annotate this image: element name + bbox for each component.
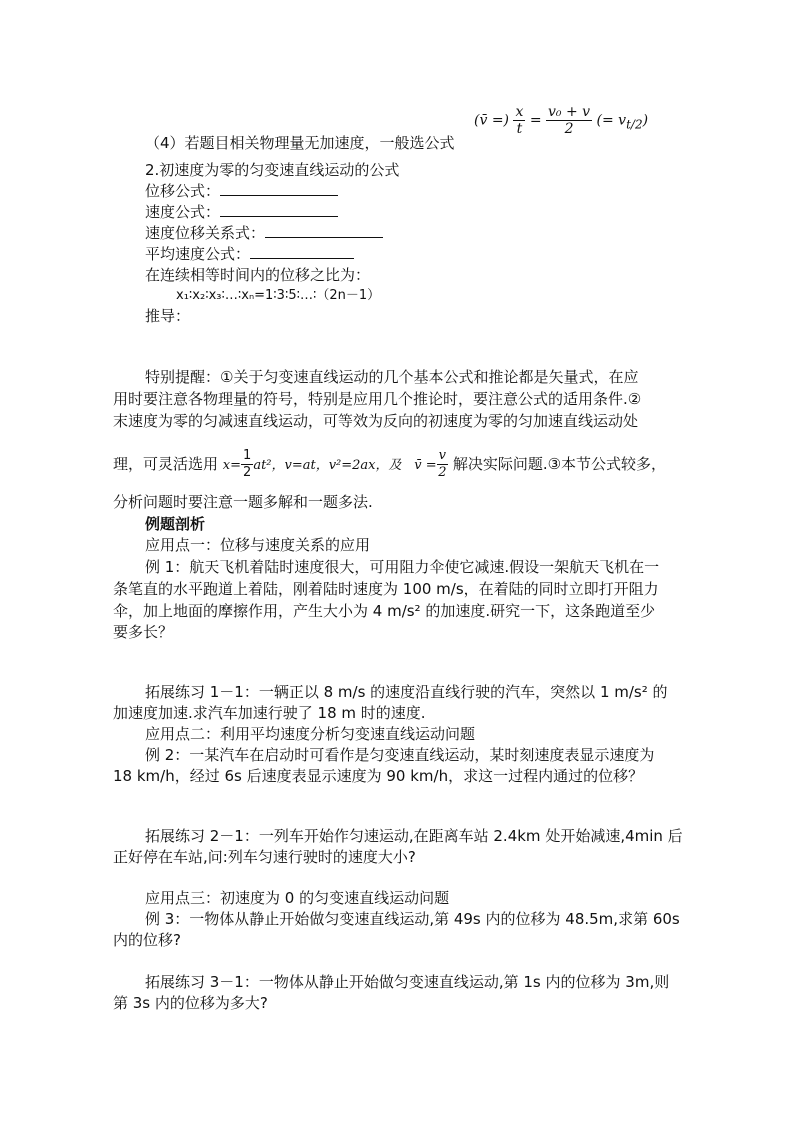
example-2-line-2: 18 km/h，经过 6s 后速度表显示速度为 90 km/h，求这一过程内通过的位移？ (113, 767, 644, 785)
example-1-line-3: 伞，加上地面的摩擦作用，产生大小为 4 m/s² 的加速度.研究一下，这条跑道至少 (113, 602, 656, 620)
fraction-v-over-2 (437, 448, 448, 481)
example-1-line-4: 要多长？ (113, 623, 174, 641)
fraction-half (241, 448, 253, 481)
avg-vel-label: 平均速度公式： (145, 245, 251, 263)
example-3-line-1: 例 3：一物体从静止开始做匀变速直线运动,第 49s 内的位移为 48.5m,求第 60s (145, 910, 680, 928)
formula-lhs: (v̄ =) (474, 112, 510, 129)
displacement-label: 位移公式： (145, 182, 221, 200)
app-point-3: 应用点三：初速度为 0 的匀变速直线运动问题 (145, 889, 450, 907)
reminder-line-4-a: 理，可灵活选用 (113, 455, 219, 473)
examples-heading: 例题剖析 (145, 515, 206, 533)
vel-disp-row (145, 223, 383, 243)
ratio-intro: 在连续相等时间内的位移之比为： (145, 266, 371, 284)
example-2-line-1: 例 2：一某汽车在启动时可看作是匀变速直线运动，某时刻速度表显示速度为 (145, 746, 655, 764)
reminder-line-4-b: 解决实际问题.③本节公式较多， (452, 455, 667, 473)
half-den: 2 (243, 465, 252, 480)
reminder-line-2: 用时要注意各物理量的符号，特别是应用几个推论时，要注意公式的适用条件.② (113, 390, 642, 408)
avg-vel-row (145, 244, 354, 264)
extension-2-line-2: 正好停在车站,问:列车匀速行驶时的速度大小? (113, 848, 416, 866)
reminder-line-3: 末速度为零的匀减速直线运动，可等效为反向的初速度为零的匀加速直线运动处 (113, 412, 639, 430)
reminder-line-4 (113, 440, 666, 488)
velocity-label: 速度公式： (145, 203, 221, 221)
example-1-line-2: 条笔直的水平跑道上着陆，刚着陆时速度为 100 m/s，在着陆的同时立即打开阻力 (113, 580, 659, 598)
item-4-text: （4）若题目相关物理量无加速度，一般选公式 (145, 134, 455, 152)
reminder-line-5: 分析问题时要注意一题多解和一题多法. (113, 493, 373, 511)
formula-vbar: v̄ = (414, 458, 437, 473)
frac-num-x: x (515, 104, 524, 120)
section2-title: 2.初速度为零的匀变速直线运动的公式 (145, 161, 400, 179)
frac-den-t: t (516, 121, 523, 137)
displacement-formula-row (145, 181, 338, 201)
formula-x: x= (222, 458, 242, 473)
app-point-1: 应用点一：位移与速度关系的应用 (145, 536, 371, 554)
formula-rhs-open: (= v (596, 112, 627, 129)
extension-2-line-1: 拓展练习 2－1：一列车开始作匀速运动,在距离车站 2.4km 处开始减速,4min 后 (145, 827, 683, 845)
velocity-formula-row (145, 202, 338, 222)
extension-3-line-2: 第 3s 内的位移为多大? (113, 994, 268, 1012)
frac-num-v0v: v₀ + v (548, 104, 591, 120)
formula-avg-velocity (474, 104, 648, 137)
fraction-x-over-t (513, 104, 525, 137)
avg-vel-blank[interactable] (250, 244, 354, 259)
velocity-blank[interactable] (220, 202, 338, 217)
extension-1-line-1: 拓展练习 1－1：一辆正以 8 m/s 的速度沿直线行驶的汽车，突然以 1 m/s² 的 (145, 683, 668, 701)
example-3-line-2: 内的位移? (113, 931, 181, 949)
extension-3-line-1: 拓展练习 3－1：一物体从静止开始做匀变速直线运动,第 1s 内的位移为 3m,则 (145, 973, 670, 991)
half-num: 1 (243, 448, 252, 463)
derive-label: 推导： (145, 307, 191, 325)
vel-disp-label: 速度位移关系式： (145, 224, 266, 242)
v-den: 2 (438, 465, 447, 480)
formula-rhs-close: ) (642, 112, 649, 129)
frac-den-2: 2 (564, 121, 574, 137)
vel-disp-blank[interactable] (265, 223, 383, 238)
formula-eq: = (529, 112, 542, 129)
ratio-formula: x₁∶x₂∶x₃∶…∶xₙ=1∶3∶5∶…∶（2n－1） (176, 288, 381, 303)
fraction-v0-plus-v (546, 104, 592, 137)
formula-kinematics: at²，v=at，v²=2ax，及 (253, 458, 402, 473)
v-num: v (438, 448, 447, 463)
extension-1-line-2: 加速度加速.求汽车加速行驶了 18 m 时的速度. (113, 704, 426, 722)
reminder-line-1: 特别提醒：①关于匀变速直线运动的几个基本公式和推论都是矢量式，在应 (145, 368, 639, 386)
displacement-blank[interactable] (220, 181, 338, 196)
formula-rhs-sub: t/2 (626, 117, 643, 132)
app-point-2: 应用点二：利用平均速度分析匀变速直线运动问题 (145, 725, 476, 743)
example-1-line-1: 例 1：航天飞机着陆时速度很大，可用阻力伞使它减速.假设一架航天飞机在一 (145, 558, 660, 576)
